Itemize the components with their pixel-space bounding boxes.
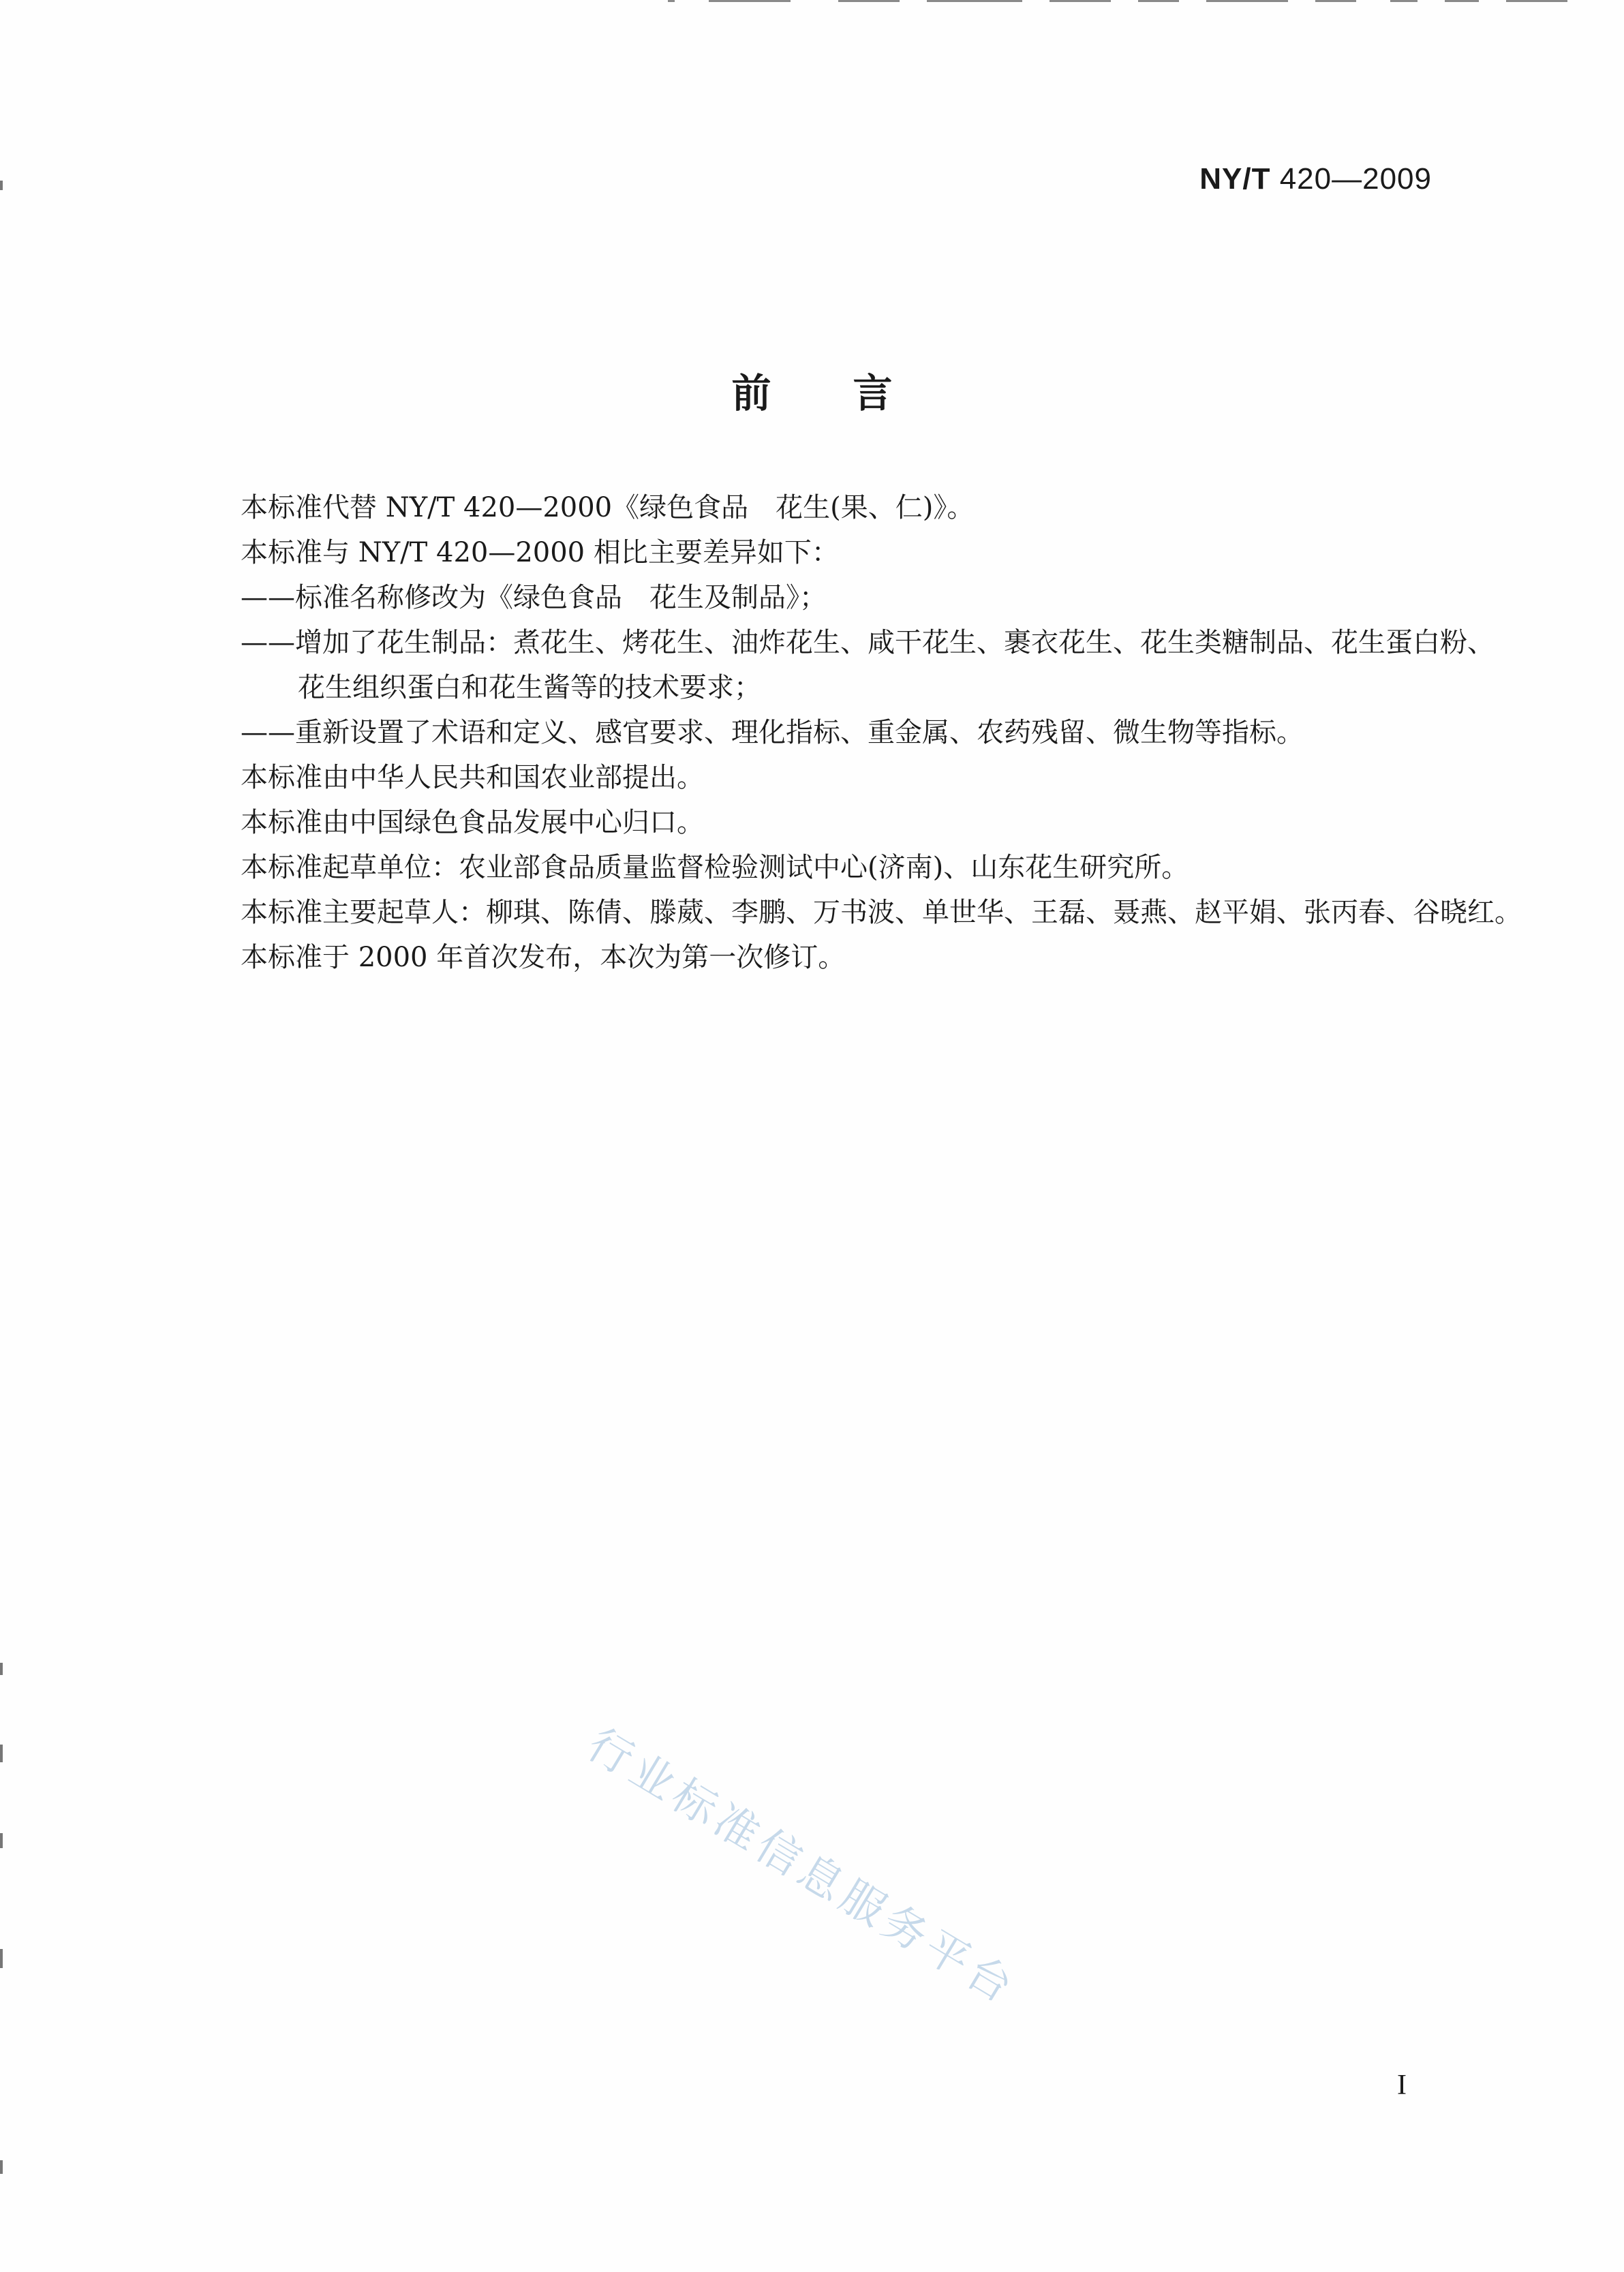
- scan-edge-mark: [0, 181, 3, 190]
- paragraph: 本标准主要起草人：柳琪、陈倩、滕葳、李鹏、万书波、单世华、王磊、聂燕、赵平娟、张丙春、谷晓红。: [241, 897, 1522, 928]
- paragraph: 本标准起草单位：农业部食品质量监督检验测试中心(济南)、山东花生研究所。: [241, 852, 1189, 883]
- paragraph: 本标准由中国绿色食品发展中心归口。: [241, 807, 704, 838]
- scan-edge-mark: [0, 1745, 3, 1762]
- page-number: I: [1397, 2070, 1407, 2101]
- document-code: [1199, 162, 1432, 196]
- list-item-continuation: 花生组织蛋白和花生酱等的技术要求；: [298, 672, 761, 703]
- scan-edge-mark: [0, 1949, 3, 1968]
- preface-body: [241, 485, 1522, 980]
- list-item: ——增加了花生制品：煮花生、烤花生、油炸花生、咸干花生、裹衣花生、花生类糖制品、花生蛋白粉、: [241, 627, 1495, 658]
- paragraph: 本标准于 2000 年首次发布，本次为第一次修订。: [241, 942, 846, 973]
- list-item: ——重新设置了术语和定义、感官要求、理化指标、重金属、农药残留、微生物等指标。: [241, 717, 1304, 748]
- watermark: 行业标准信息服务平台: [579, 1719, 1026, 2016]
- scan-artifact-top: [668, 0, 1581, 4]
- paragraph: 本标准代替 NY/T 420—2000《绿色食品 花生(果、仁)》。: [241, 492, 975, 523]
- scan-edge-mark: [0, 2160, 3, 2174]
- list-item: ——标准名称修改为《绿色食品 花生及制品》；: [241, 582, 827, 613]
- paragraph: 本标准与 NY/T 420—2000 相比主要差异如下：: [241, 537, 839, 568]
- scan-edge-mark: [0, 1833, 3, 1848]
- section-title: 前言: [731, 370, 975, 416]
- paragraph: 本标准由中华人民共和国农业部提出。: [241, 762, 704, 793]
- document-code-number: 420—2009: [1279, 162, 1432, 196]
- scan-edge-mark: [0, 1663, 3, 1675]
- document-code-prefix: NY/T: [1199, 162, 1271, 196]
